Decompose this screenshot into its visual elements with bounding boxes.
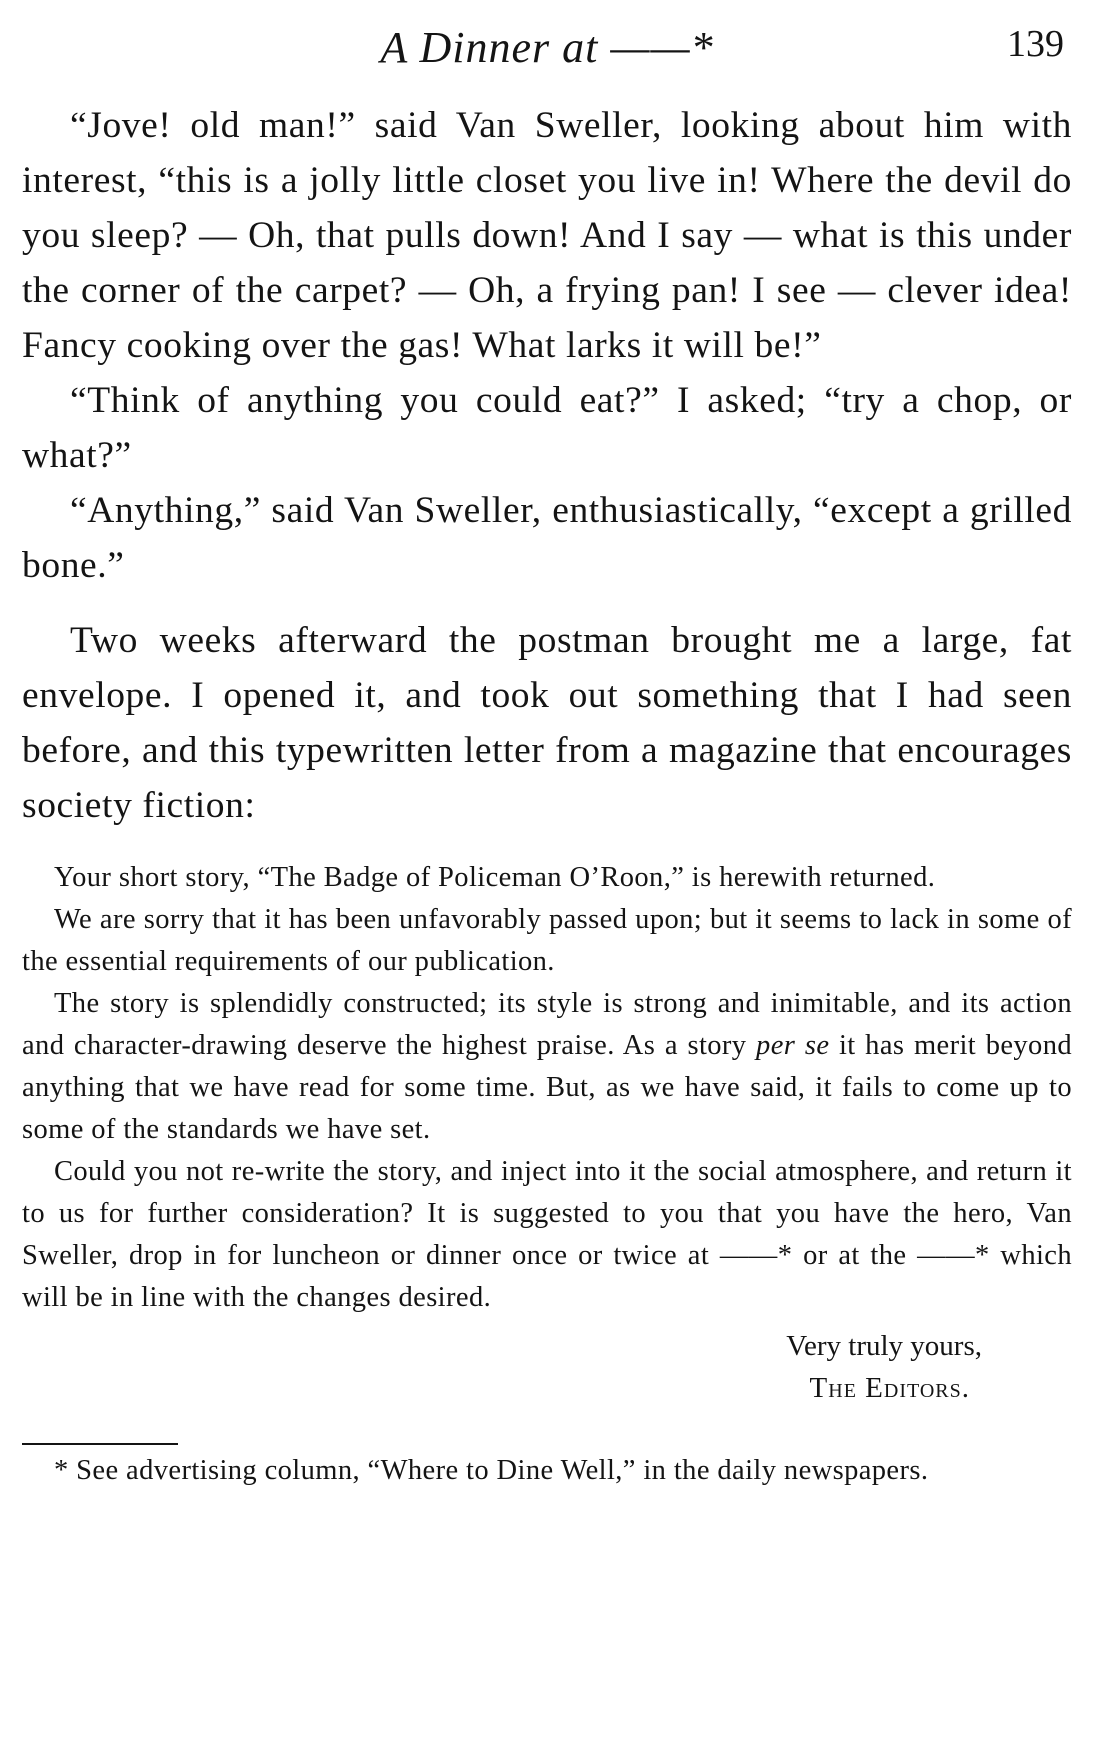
letter-paragraph-sorry: We are sorry that it has been unfavorably passed upon; but it seems to lack in some of the essential requirements of our publication.	[22, 904, 1072, 977]
letter-closing: Very truly yours,	[786, 1330, 982, 1362]
page-header	[22, 10, 1072, 90]
paragraph-jove: “Jove! old man!” said Van Sweller, looking about him with interest, “this is a jolly little closet you live in! Where the devil do you sleep? — Oh, that pulls down! And I say — what is this under the corner of the carpet? — Oh, a frying pan! I see — clever idea! Fancy cooking over the gas! What larks it will be!”	[22, 105, 1072, 366]
running-title: A Dinner at ——*	[380, 23, 714, 72]
letter-paragraph-praise	[22, 983, 1072, 1151]
body-text	[22, 98, 1072, 833]
letter-signoff	[22, 1325, 1072, 1409]
footnote: * See advertising column, “Where to Dine Well,” in the daily newspapers.	[54, 1455, 929, 1486]
page-number: 139	[1007, 23, 1064, 65]
letter-praise-part-a: The story is splendidly constructed; its style is strong and inimitable, and its action and character-drawing deserve the highest praise. As a story	[22, 988, 1072, 1061]
paragraph-anything: “Anything,” said Van Sweller, enthusiastically, “except a grilled bone.”	[22, 490, 1072, 586]
section-break	[22, 593, 1072, 613]
footnote-rule	[22, 1443, 178, 1445]
letter-signature: The Editors.	[809, 1372, 970, 1404]
letter-paragraph-returned: Your short story, “The Badge of Policeman O’Roon,” is herewith returned.	[54, 862, 936, 893]
rejection-letter	[22, 857, 1072, 1409]
letter-paragraph-rewrite: Could you not re-write the story, and inject into it the social atmosphere, and return it to us for further consideration? It is suggested to you that you have the hero, Van Sweller, drop in for luncheon or dinner once or twice at ——* or at the ——* which will be in line with the changes desired.	[22, 1156, 1072, 1313]
letter-praise-part-b: it has merit beyond anything that we have read for some time. But, as we have said, it fails to come up to some of the standards we have set.	[22, 1030, 1072, 1145]
letter-praise-italic: per se	[756, 1030, 830, 1061]
paragraph-think-of-anything: “Think of anything you could eat?” I asked; “try a chop, or what?”	[22, 380, 1072, 476]
book-page	[22, 0, 1072, 1491]
paragraph-two-weeks: Two weeks afterward the postman brought me a large, fat envelope. I opened it, and took out something that I had seen before, and this typewritten letter from a magazine that encourages society fiction:	[22, 620, 1072, 826]
